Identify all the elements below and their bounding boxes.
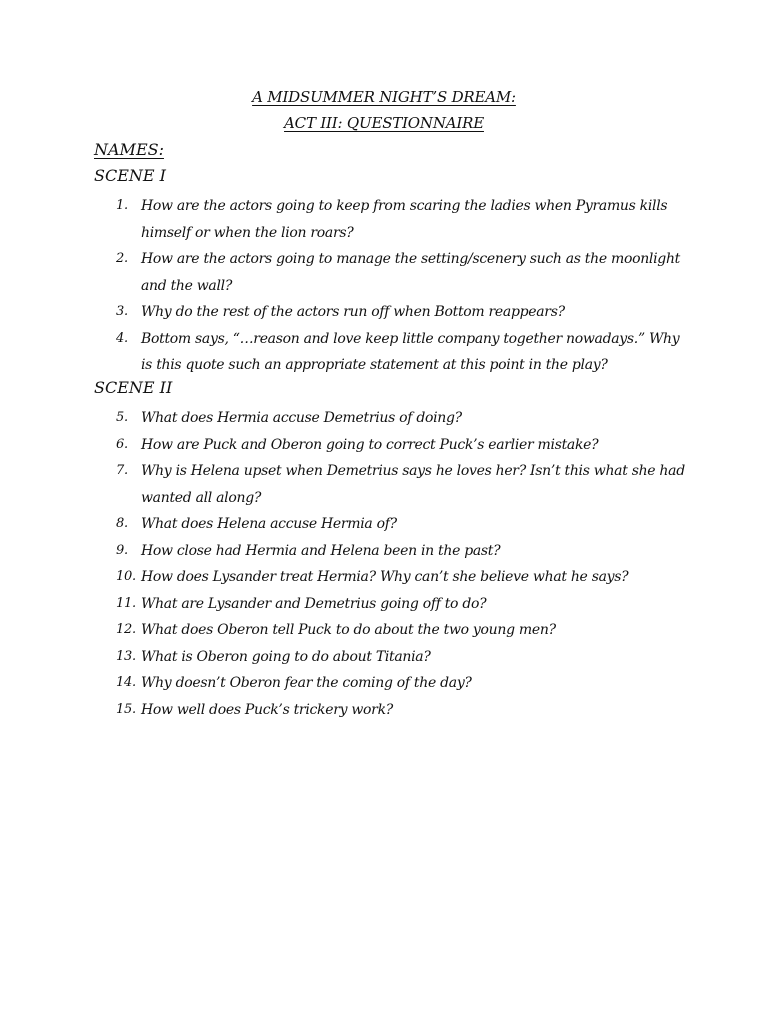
question-number: 10. bbox=[116, 569, 136, 584]
question-item bbox=[94, 246, 694, 299]
question-text: What does Helena accuse Hermia of? bbox=[141, 516, 397, 532]
document-title: A MIDSUMMER NIGHT’S DREAM: bbox=[252, 88, 516, 106]
question-text: What does Hermia accuse Demetrius of doing? bbox=[141, 410, 462, 426]
question-number: 5. bbox=[116, 410, 128, 425]
question-item bbox=[94, 697, 694, 724]
question-item bbox=[94, 564, 694, 591]
question-text: How are the actors going to keep from scaring the ladies when Pyramus kills himself or when the lion roars? bbox=[141, 198, 668, 241]
question-text: What are Lysander and Demetrius going off to do? bbox=[141, 595, 487, 612]
question-text: Why is Helena upset when Demetrius says he loves her? Isn’t this what she had wanted all along? bbox=[141, 463, 685, 506]
question-text: How are Puck and Oberon going to correct Puck’s earlier mistake? bbox=[141, 436, 599, 453]
question-item bbox=[94, 617, 694, 644]
question-number: 14. bbox=[116, 675, 136, 690]
question-item bbox=[94, 644, 694, 671]
question-list bbox=[94, 193, 694, 379]
question-text: How are the actors going to manage the setting/scenery such as the moonlight and the wall? bbox=[141, 251, 680, 294]
question-text: Why do the rest of the actors run off when Bottom reappears? bbox=[141, 304, 565, 320]
question-number: 3. bbox=[116, 304, 128, 319]
question-item bbox=[94, 538, 694, 565]
question-number: 11. bbox=[116, 595, 136, 611]
scene-heading: SCENE II bbox=[94, 378, 173, 397]
question-item bbox=[94, 670, 694, 697]
question-number: 2. bbox=[116, 251, 128, 266]
question-item bbox=[94, 432, 694, 459]
question-text: What is Oberon going to do about Titania? bbox=[141, 648, 431, 665]
question-number: 13. bbox=[116, 648, 136, 664]
scene-heading: SCENE I bbox=[94, 166, 166, 185]
question-number: 9. bbox=[116, 542, 128, 558]
question-item bbox=[94, 405, 694, 432]
question-item bbox=[94, 458, 694, 511]
question-text: What does Oberon tell Puck to do about the two young men? bbox=[141, 622, 556, 638]
question-number: 7. bbox=[116, 463, 128, 478]
question-number: 12. bbox=[116, 622, 136, 637]
question-item bbox=[94, 591, 694, 618]
question-list bbox=[94, 405, 694, 723]
question-text: How well does Puck’s trickery work? bbox=[141, 701, 393, 718]
question-number: 6. bbox=[116, 436, 128, 452]
document-subtitle: ACT III: QUESTIONNAIRE bbox=[284, 114, 484, 132]
question-number: 15. bbox=[116, 701, 136, 717]
question-item bbox=[94, 511, 694, 538]
question-number: 4. bbox=[116, 330, 128, 346]
question-text: How does Lysander treat Hermia? Why can’t she believe what he says? bbox=[141, 569, 629, 585]
question-item bbox=[94, 193, 694, 246]
question-number: 8. bbox=[116, 516, 128, 531]
question-item bbox=[94, 326, 694, 379]
question-text: How close had Hermia and Helena been in the past? bbox=[141, 542, 501, 559]
question-number: 1. bbox=[116, 198, 128, 213]
names-label: NAMES: bbox=[94, 140, 164, 159]
question-text: Bottom says, “…reason and love keep little company together nowadays.” Why is this quote such an appropriate statement at this point in the play? bbox=[141, 330, 680, 373]
question-item bbox=[94, 299, 694, 326]
question-text: Why doesn’t Oberon fear the coming of the day? bbox=[141, 675, 472, 691]
